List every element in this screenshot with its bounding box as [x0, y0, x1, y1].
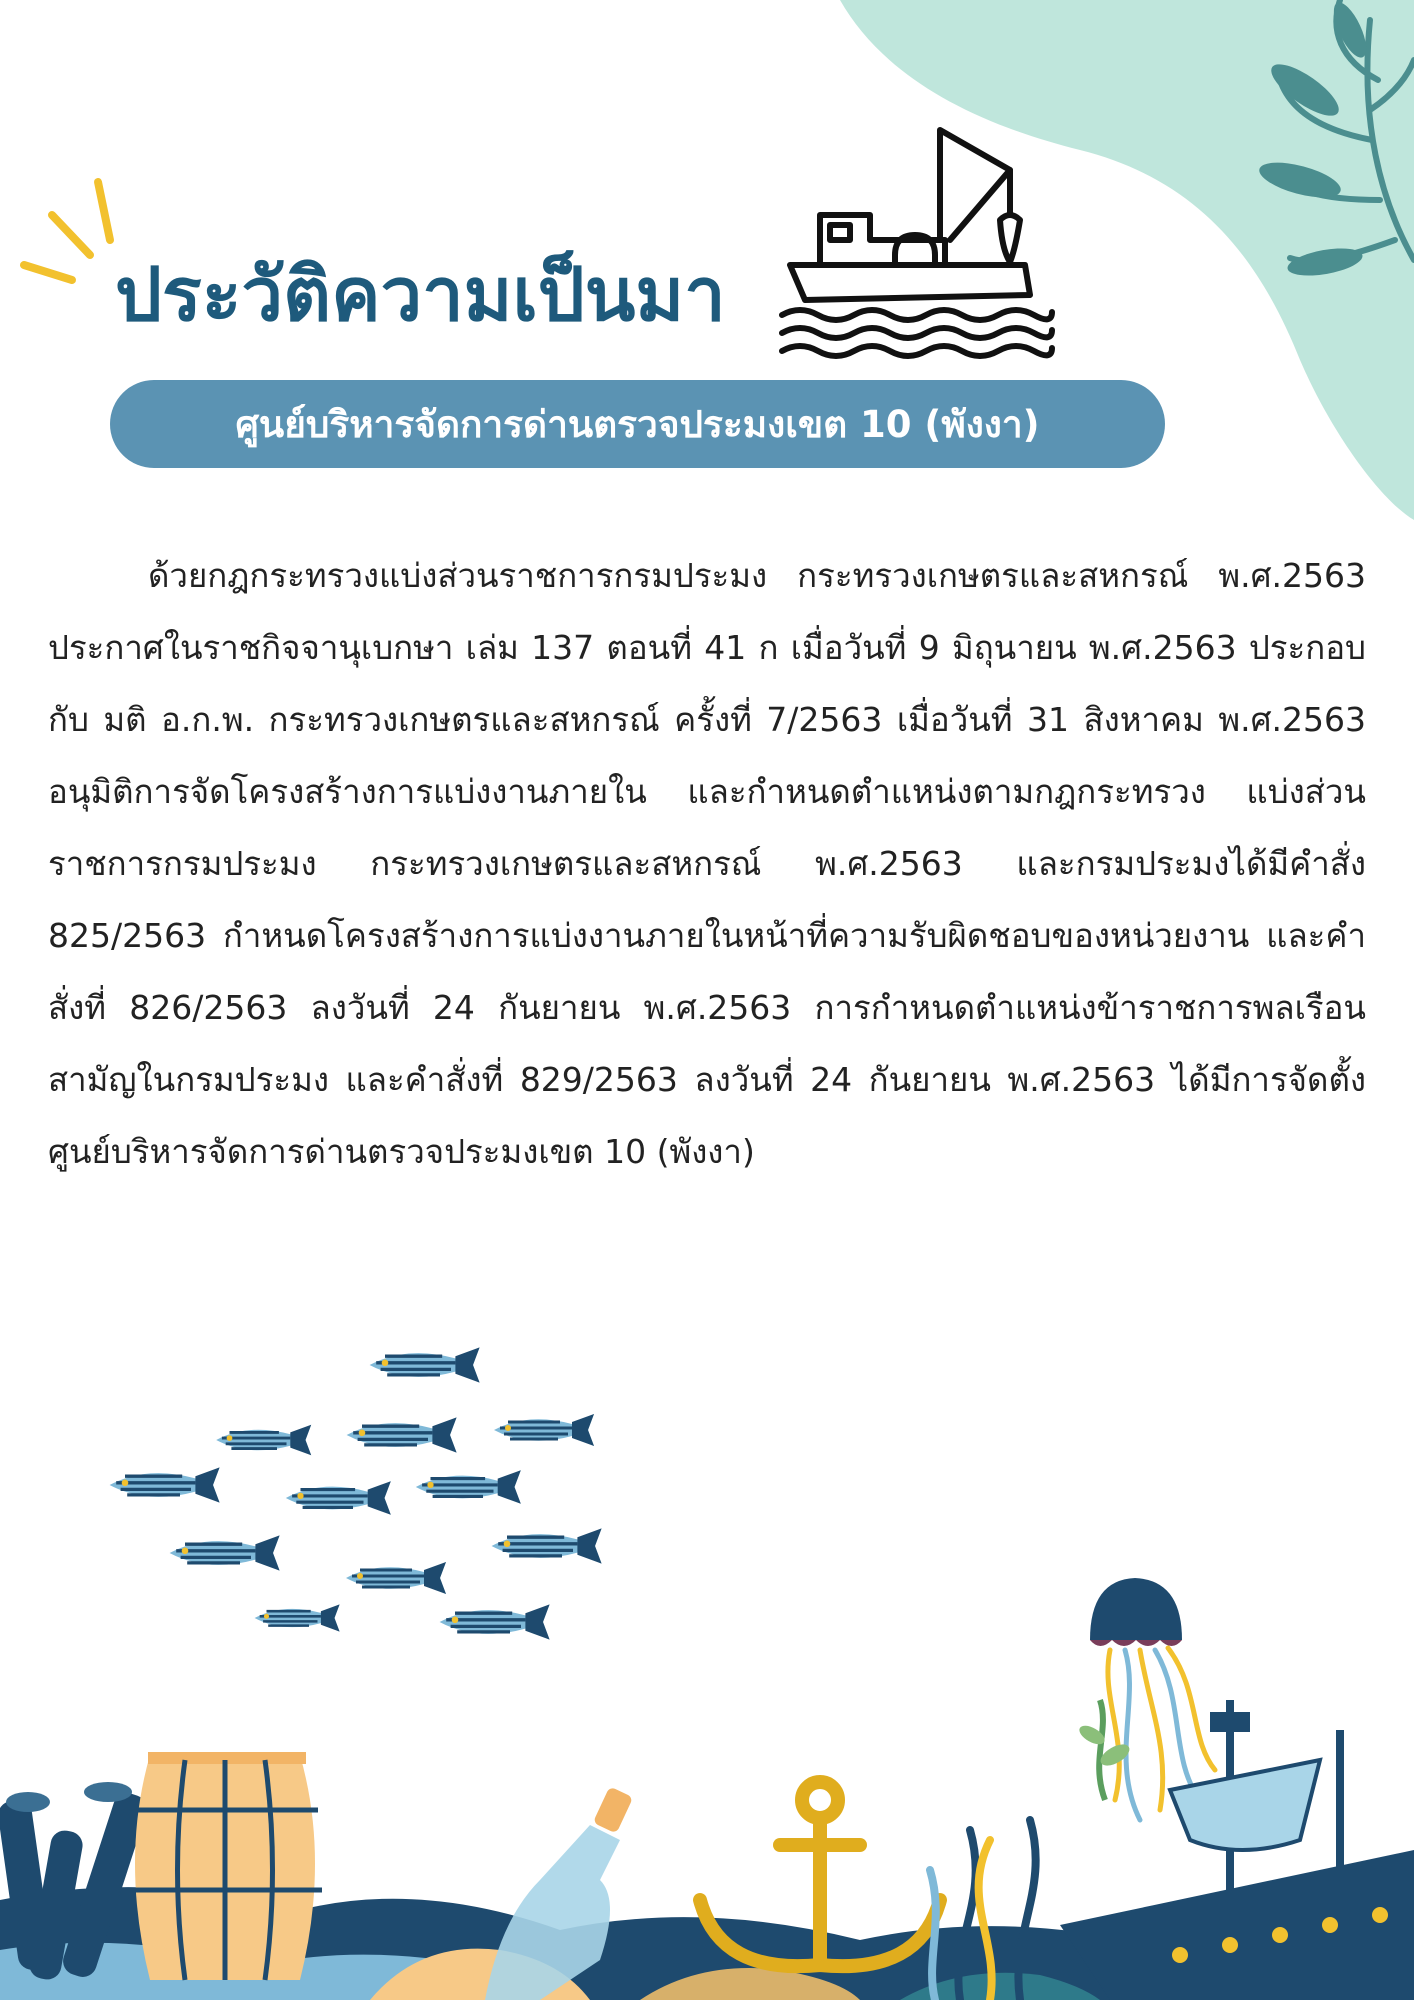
spark-decoration	[24, 182, 110, 280]
fish-school-illustration	[110, 1347, 602, 1639]
fishing-boat-icon	[782, 130, 1052, 356]
page-title: ประวัติความเป็นมา	[115, 252, 726, 338]
history-paragraph: ด้วยกฎกระทรวงแบ่งส่วนราชการกรมประมง กระทรวงเกษตรและสหกรณ์ พ.ศ.2563 ประกาศในราชกิจจานุเบกษา เล่ม 137 ตอนที่ 41 ก เมื่อวันที่ 9 มิถุนายน พ.ศ.2563 ประกอบกับ มติ อ.ก.พ. กระทรวงเกษตรและสหกรณ์ ครั้งที่ 7/2563 เมื่อวันที่ 31 สิงหาคม พ.ศ.2563 อนุมิติการจัดโครงสร้างการแบ่งงานภายใน และกำหนดตำแหน่งตามกฎกระทรวง แบ่งส่วนราชการกรมประมง กระทรวงเกษตรและสหกรณ์ พ.ศ.2563 และกรมประมงได้มีคำสั่ง 825/2563 กำหนดโครงสร้างการแบ่งงานภายในหน้าที่ความรับผิดชอบของหน่วยงาน และคำสั่งที่ 826/2563 ลงวันที่ 24 กันยายน พ.ศ.2563 การกำหนดตำแหน่งข้าราชการพลเรือนสามัญในกรมประมง และคำสั่งที่ 829/2563 ลงวันที่ 24 กันยายน พ.ศ.2563 ได้มีการจัดตั้งศูนย์บริหารจัดการด่านตรวจประมงเขต 10 (พังงา)	[48, 556, 1366, 1171]
barrel-illustration	[130, 1752, 322, 1980]
subtitle-banner	[110, 380, 1165, 468]
shipwreck-illustration	[1060, 1700, 1414, 2000]
subtitle-text: ศูนย์บริหารจัดการด่านตรวจประมงเขต 10 (พังงา)	[235, 402, 1040, 446]
